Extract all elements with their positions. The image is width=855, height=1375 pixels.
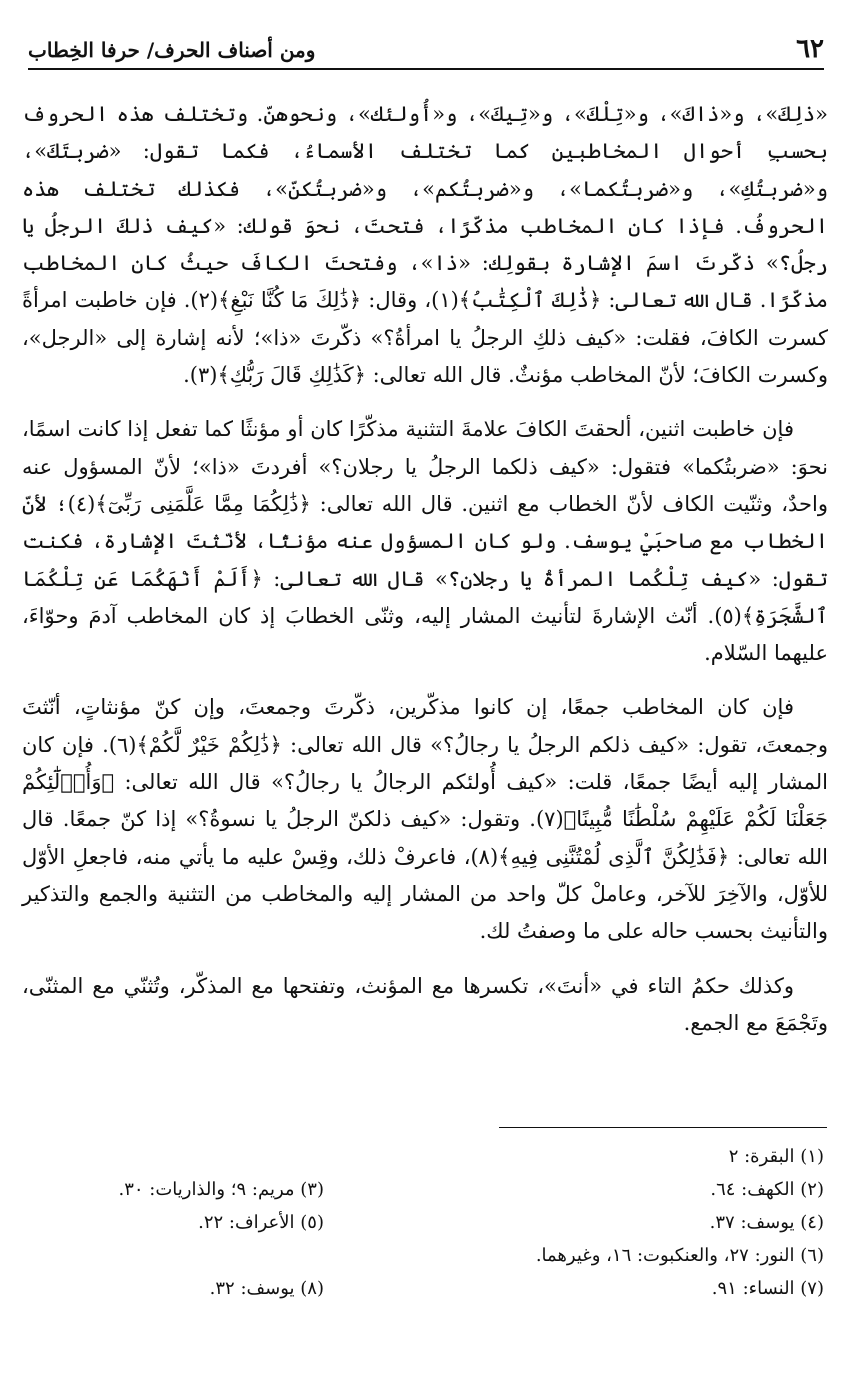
footnote: (٤) يوسف: ٣٧. [709, 1212, 824, 1233]
paragraph: فإن كان المخاطب جمعًا، إن كانوا مذكّرين، ذكّرتَ وجمعتَ، وإن كنّ مؤنثاتٍ، أنّثتَ وجمعتَ، تقول: «كيف ذلكم الرجلُ يا رجالُ؟» قال الله تعالى: ﴿ذَٰلِكُمْ خَيْرٌ لَّكُمْ﴾(٦). فإن كان المشار إليه أيضًا جمعًا، قلت: «كيف أُولئكم الرجالُ يا رجالُ؟» قال الله تعالى: ﴿وَأُو۟لَٰٓئِكُمْ جَعَلْنَا لَكُمْ عَلَيْهِمْ سُلْطَٰنًا مُّبِينًا﴾(٧). وتقول: «كيف ذلكنّ الرجلُ يا نسوةُ؟» إذا كنّ جمعًا. قال الله تعالى: ﴿فَذَٰلِكُنَّ ٱلَّذِى لُمْتُنَّنِى فِيهِ﴾(٨)، فاعرفْ ذلك، وقِسْ عليه ما يأتي منه، فاجعلِ الأوّل للأوّل، والآخِرَ للآخر، وعاملْ كلّ واحد من المشار إليه والمخاطب من التثنية والجمع والتذكير والتأنيث بحسب حاله على ما وصفتُ لك. [22, 695, 828, 944]
footnote: (٦) النور: ٢٧، والعنكبوت: ١٦، وغيرهما. [535, 1245, 824, 1266]
footnote: (٥) الأعراف: ٢٢. [198, 1212, 324, 1233]
footnote: (١) البقرة: ٢ [728, 1146, 824, 1167]
footnote-divider [499, 1127, 827, 1128]
footnote-row [60, 1239, 824, 1272]
paragraph: فإن خاطبت اثنين، ألحقتَ الكافَ علامةَ التثنية مذكّرًا كان أو مؤنثًا كما تفعل إذا كانت اسمًا، نحوَ: «ضربتُكما» فتقول: «كيف ذلكما الرجلُ يا رجلان؟» أفردتَ «ذا»؛ لأنّ المسؤول عنه واحدٌ، وثنّيت الكاف لأنّ الخطاب مع اثنين. قال الله تعالى: ﴿ذَٰلِكُمَا مِمَّا عَلَّمَنِى رَبِّىٓ﴾(٤)؛ لأنّ الخطاب مع صاحبَيْ يوسف. ولو كان المسؤول عنه مؤنثًا، لأنّثتَ الإشارة، فكنت تقول: «كيف تِلْكُما المرأةُ يا رجلان؟» قال الله تعالى: ﴿أَلَمْ أَنْهَكُمَا عَن تِلْكُمَا ٱلشَّجَرَةِ﴾(٥). أنّث الإشارةَ لتأنيث المشار إليه، وثنّى الخطابَ إذ كان المخاطب آدمَ وحوّاءَ، عليهما السّلام. [22, 417, 828, 666]
body-text [22, 96, 828, 1059]
footnote-row [60, 1272, 824, 1305]
paragraph: «ذلِكَ»، و«ذاكَ»، و«تِلْكَ»، و«تِيكَ»، و«أُولئك»، ونحوهنّ. وتختلف هذه الحروف بحسبِ أحوال المخاطبين كما تختلف الأسماءُ، فكما تقول: «ضربتَكَ»، و«ضربتُكِ»، و«ضربتُكما»، و«ضربتُكم»، و«ضربتُكنّ»، فكذلك تختلف هذه الحروفُ. فإذا كان المخاطب مذكّرًا، فتحتَ، نحوَ قولك: «كيف ذلكَ الرجلُ يا رجلُ؟» ذكّرتَ اسمَ الإشارة بقولِك: «ذا»، وفتحتَ الكافَ حيثُ كان المخاطب مذكّرًا. قال الله تعالى: ﴿ذَٰلِكَ ٱلْكِتَٰبُ﴾(١)، وقال: ﴿ذَٰلِكَ مَا كُنَّا نَبْغِ﴾(٢). فإن خاطبت امرأةً كسرت الكافَ، فقلت: «كيف ذلكِ الرجلُ يا امرأةُ؟» ذكّرتَ «ذا»؛ لأنه إشارة إلى «الرجل»، وكسرت الكافَ؛ لأنّ المخاطب مؤنثٌ. قال الله تعالى: ﴿كَذَٰلِكِ قَالَ رَبُّكِ﴾(٣). [22, 102, 828, 388]
paragraph: وكذلك حكمُ التاء في «أنتَ»، تكسرها مع المؤنث، وتفتحها مع المذكّر، وتُثنّي مع المثنّى، وتَجْمَعَ مع الجمع. [22, 973, 828, 1035]
footnote: (٧) النساء: ٩١. [711, 1278, 824, 1299]
running-title: ومن أصناف الحرف/ حرفا الخِطاب [28, 38, 316, 62]
page-header [28, 32, 824, 70]
footnote-row [60, 1173, 824, 1206]
footnote: (٢) الكهف: ٦٤. [710, 1179, 824, 1200]
footnote: (٣) مريم: ٩؛ والذاريات: ٣٠. [118, 1179, 324, 1200]
page-number: ٦٢ [796, 34, 824, 64]
footnotes [60, 1140, 824, 1305]
footnote-row [60, 1206, 824, 1239]
footnote: (٨) يوسف: ٣٢. [209, 1278, 324, 1299]
footnote-row [60, 1140, 824, 1173]
